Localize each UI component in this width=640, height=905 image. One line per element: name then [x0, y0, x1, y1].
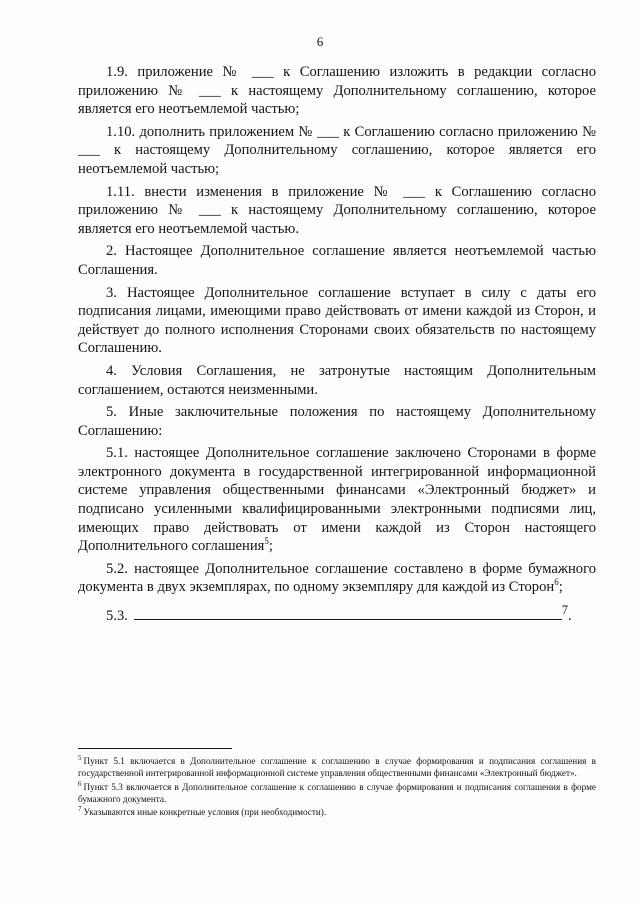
paragraph-1-11: 1.11. внести изменения в приложение № ___ к Соглашению согласно приложению № ___ к настоящему Дополнительному соглашению, которое является его неотъемлемой частью. [78, 183, 596, 237]
paragraph-5-3: 5.3. $^7$. [106, 603, 572, 624]
paragraph-1-9: 1.9. приложение № ___ к Соглашению изложить в редакции согласно приложению № ___ к настоящему Дополнительному соглашению, которое является его неотъемлемой частью; [78, 64, 596, 118]
footnote-6: $^6$ Пункт 5.3 включается в Дополнительное соглашение к соглашению в случае формирования и подписания соглашения в форме бумажного документа. [78, 779, 596, 804]
paragraph-2: 2. Настоящее Дополнительное соглашение является неотъемлемой частью Соглашения. [78, 243, 596, 278]
agreement-body [78, 63, 596, 625]
footnote-separator [78, 748, 232, 749]
paragraph-1-10: 1.10. дополнить приложением № ___ к Соглашению согласно приложению № ___ к настоящему Дополнительному соглашению, которое является его неотъемлемой частью; [78, 123, 596, 177]
paragraph-3: 3. Настоящее Дополнительное соглашение вступает в силу с даты его подписания лицами, имеющими право действовать от имени каждой из Сторон, и действует до полного исполнения Сторонами своих обязательств по настоящему Соглашению. [78, 284, 596, 357]
blank-fill-line [134, 607, 562, 620]
footnote-ref-5: 5 [264, 536, 269, 547]
paragraph-5: 5. Иные заключительные положения по настоящему Дополнительному Соглашению: [78, 404, 596, 439]
paragraph-5-2: 5.2. настоящее Дополнительное соглашение составлено в форме бумажного документа в двух экземплярах, по одному экземпляру для каждой из Сторон$^6$; [78, 560, 596, 596]
footnote-ref-7: 7 [561, 603, 568, 618]
paragraph-4: 4. Условия Соглашения, не затронутые настоящим Дополнительным соглашением, остаются неизменными. [78, 362, 596, 398]
footnote-ref-6: 6 [554, 577, 559, 588]
footnote-5: $^5$ Пункт 5.1 включается в Дополнительное соглашение к соглашению в случае формирования и подписания соглашения в государственной интегрированной информационной системе управления общественными финансами «Электронный бюджет». [78, 753, 596, 779]
paragraph-5-1: 5.1. настоящее Дополнительное соглашение заключено Сторонами в форме электронного документа в государственной интегрированной информационной системе управления общественными финансами «Электронный бюджет» и подписано усиленными квалифицированными электронными подписями лиц, имеющих право действовать от имени каждой из Сторон настоящего Дополнительного соглашения$^5$; [78, 445, 596, 555]
footnote-7: $^7$ Указываются иные конкретные условия (при необходимости). [78, 805, 327, 818]
item-5-3-label: 5.3. [106, 607, 128, 624]
footnotes [78, 755, 596, 819]
page-number: 6 [316, 34, 324, 49]
